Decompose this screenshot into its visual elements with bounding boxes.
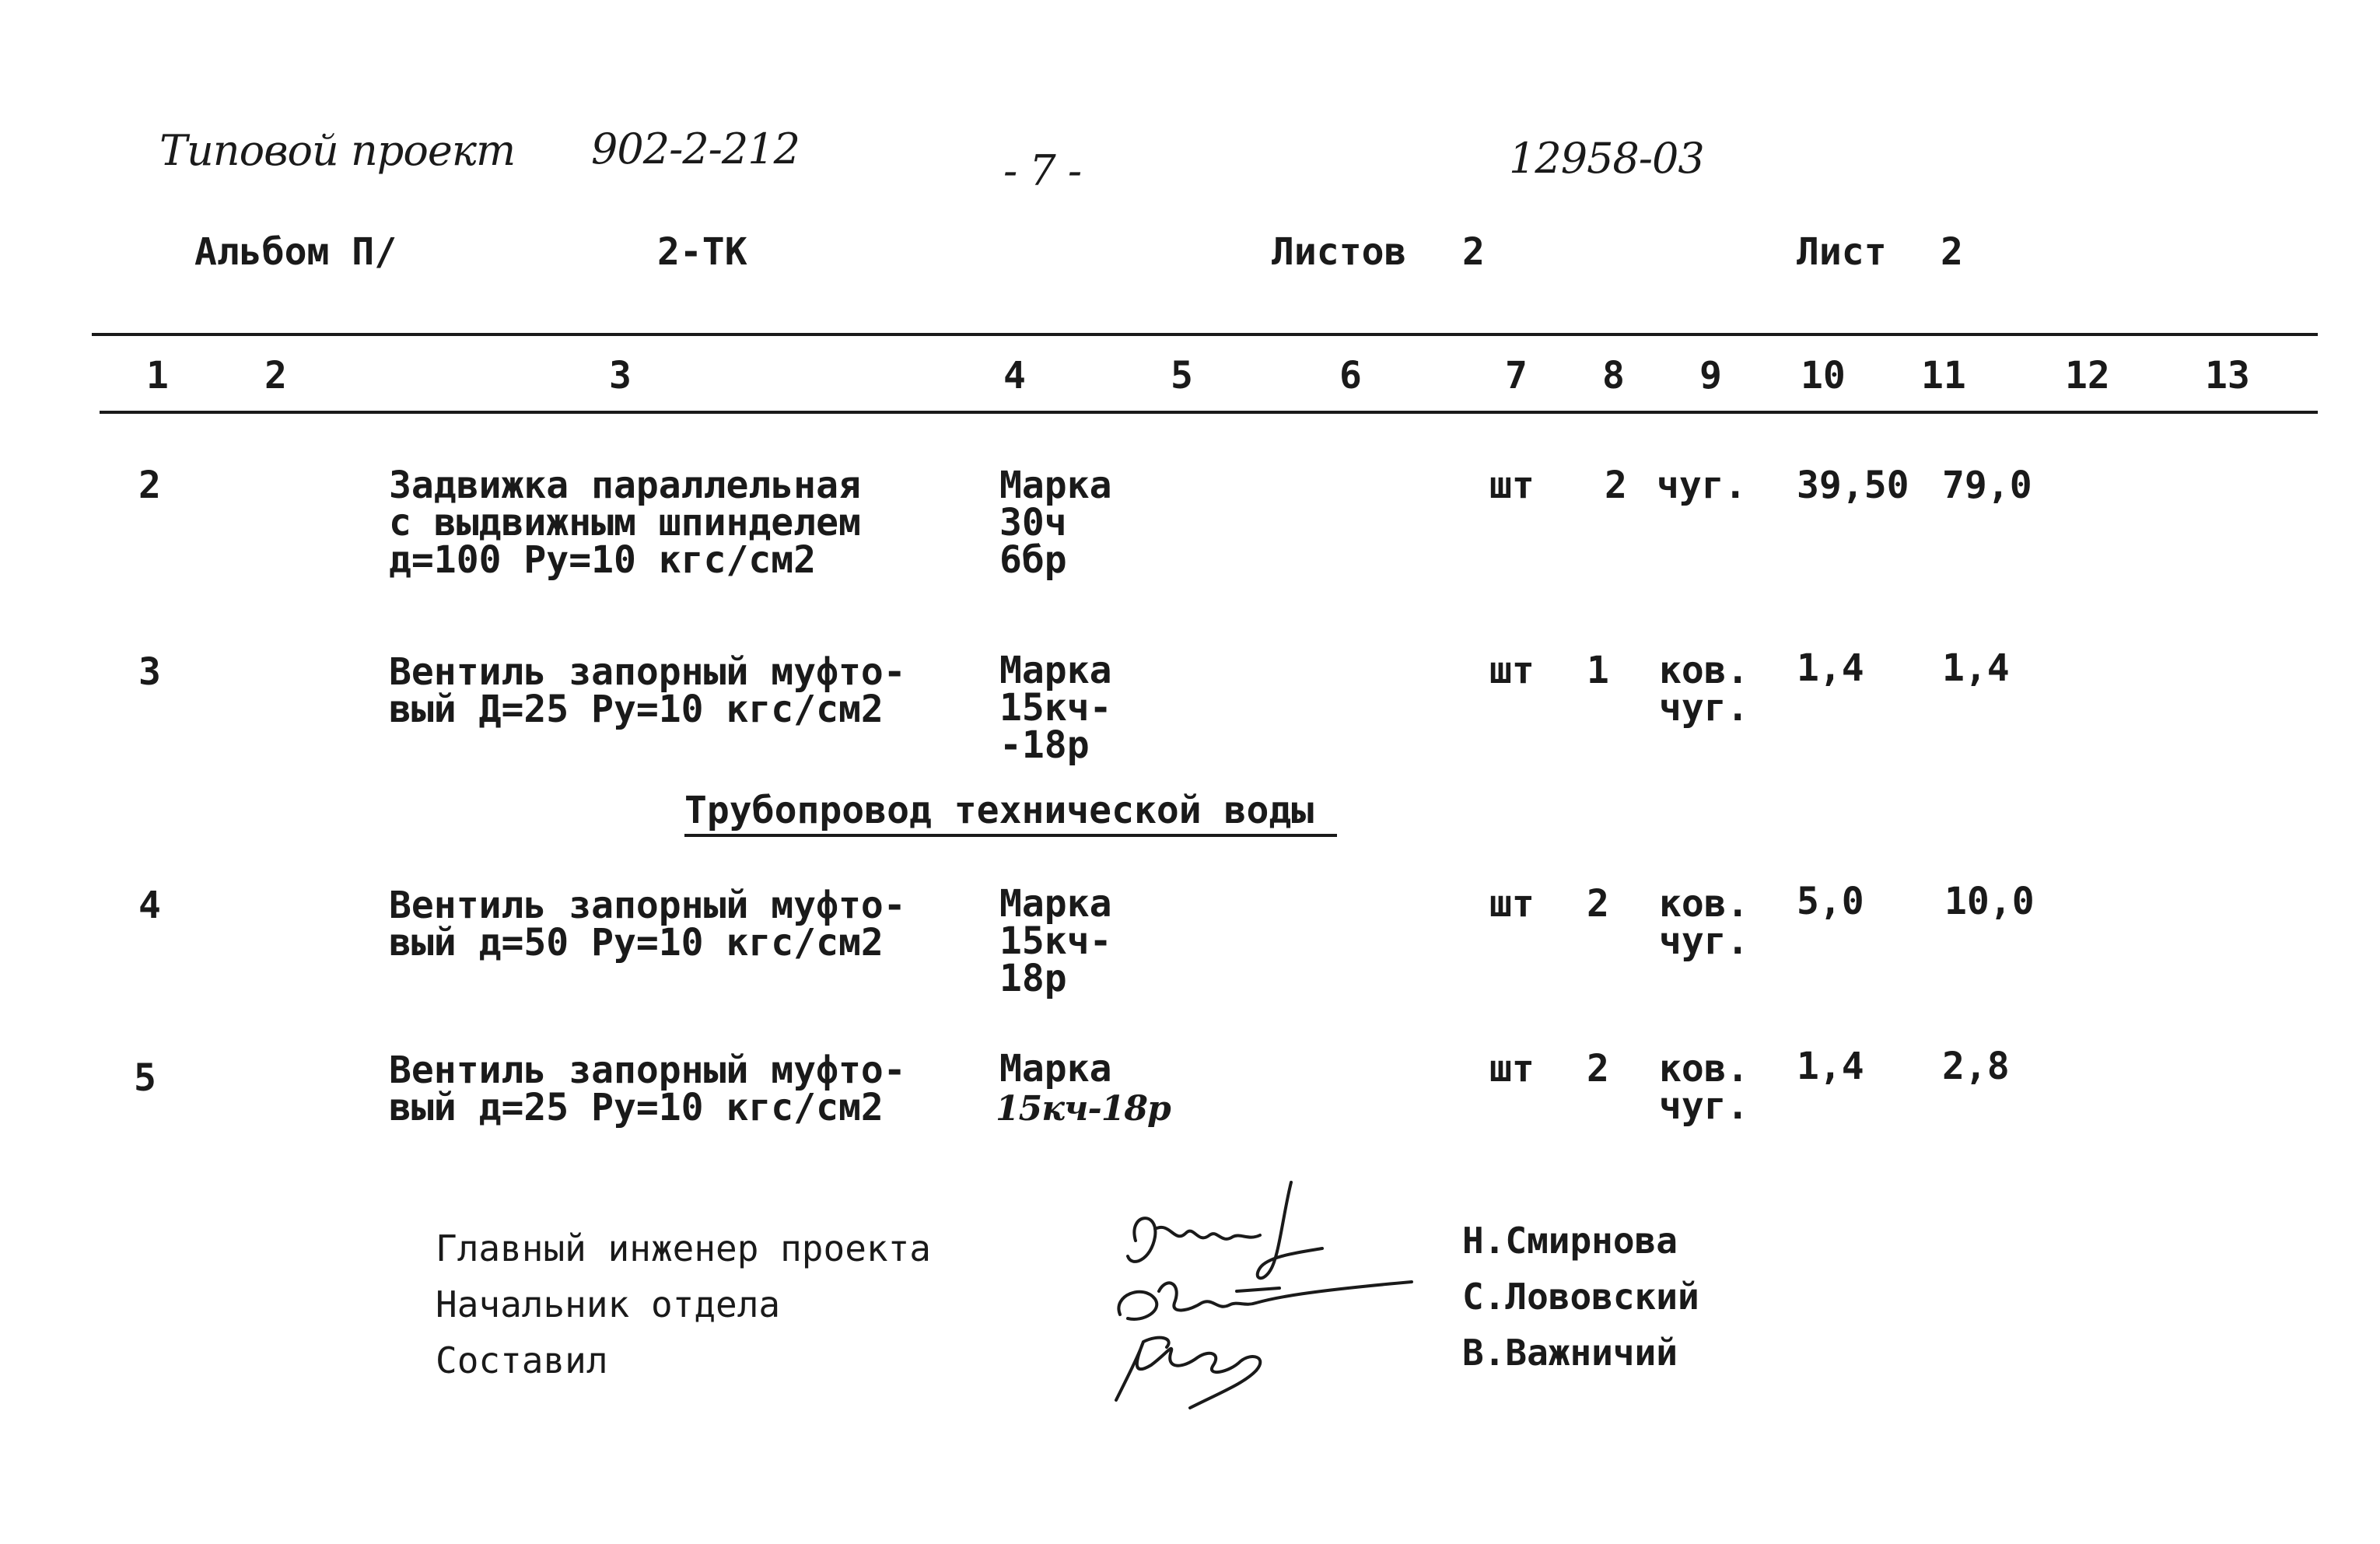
section-code: 2-ТК xyxy=(657,230,747,274)
column-header: 4 xyxy=(1003,354,1026,397)
sheet-label: Лист xyxy=(1797,230,1887,274)
item-mark-handwritten: 15кч-18р xyxy=(996,1089,1171,1129)
item-unit-mass: 5,0 xyxy=(1797,880,1864,923)
item-material: ков. чуг. xyxy=(1659,1047,1749,1128)
column-header: 1 xyxy=(146,354,169,397)
item-material: ков. чуг. xyxy=(1659,649,1749,730)
signature-name: С.Лововский xyxy=(1462,1276,1699,1318)
item-mark: Марка 15кч- 18р xyxy=(999,882,1112,1000)
signature-name: В.Важничий xyxy=(1462,1332,1678,1374)
item-unit-mass: 39,50 xyxy=(1797,464,1909,507)
item-name: Задвижка параллельная с выдвижным шпинделем д=100 Ру=10 кгс/см2 xyxy=(389,464,861,582)
row-number: 3 xyxy=(138,650,161,694)
sheets-total: 2 xyxy=(1462,230,1485,274)
column-header: 9 xyxy=(1699,354,1722,397)
item-unit: шт xyxy=(1489,1047,1535,1091)
column-header: 12 xyxy=(2065,354,2110,397)
table-header-rule xyxy=(100,411,2318,414)
item-name: Вентиль запорный муфто- вый д=25 Ру=10 кгс/см2 xyxy=(389,1049,906,1129)
column-header: 7 xyxy=(1505,354,1528,397)
project-number: 902-2-212 xyxy=(591,124,800,173)
column-header: 11 xyxy=(1921,354,1966,397)
album-label: Альбом П/ xyxy=(194,230,397,274)
column-header: 5 xyxy=(1171,354,1193,397)
item-name: Вентиль запорный муфто- вый Д=25 Ру=10 кгс/см2 xyxy=(389,650,906,731)
document-code: 12958-03 xyxy=(1509,134,1704,183)
column-header: 3 xyxy=(609,354,632,397)
column-header: 13 xyxy=(2205,354,2250,397)
item-quantity: 2 xyxy=(1587,1047,1609,1091)
item-total-mass: 10,0 xyxy=(1944,880,2035,923)
item-quantity: 2 xyxy=(1605,464,1627,507)
item-unit-mass: 1,4 xyxy=(1797,1045,1864,1088)
row-number: 4 xyxy=(138,884,161,927)
item-mark: Марка 15кч- -18р xyxy=(999,649,1112,767)
item-total-mass: 79,0 xyxy=(1942,464,2032,507)
page-number: - 7 - xyxy=(1003,146,1082,195)
signature-role: Составил xyxy=(436,1339,608,1381)
item-name: Вентиль запорный муфто- вый д=50 Ру=10 кгс/см2 xyxy=(389,884,906,965)
handwritten-signatures xyxy=(1097,1167,1423,1416)
item-quantity: 2 xyxy=(1587,882,1609,926)
item-unit: шт xyxy=(1489,649,1535,692)
column-header: 2 xyxy=(264,354,287,397)
item-total-mass: 2,8 xyxy=(1942,1045,2010,1088)
item-unit-mass: 1,4 xyxy=(1797,646,1864,690)
column-header: 6 xyxy=(1339,354,1362,397)
row-number: 5 xyxy=(134,1056,156,1100)
project-label: Типовой проект xyxy=(159,126,516,175)
column-header: 8 xyxy=(1602,354,1625,397)
item-mark-label: Марка xyxy=(999,1047,1112,1091)
item-unit: шт xyxy=(1489,882,1535,926)
item-material: чуг. xyxy=(1657,464,1747,507)
signature-role: Начальник отдела xyxy=(436,1283,781,1325)
item-material: ков. чуг. xyxy=(1659,882,1749,963)
sheets-label: Листов xyxy=(1272,230,1407,274)
item-unit: шт xyxy=(1489,464,1535,507)
item-mark: Марка 30ч 6бр xyxy=(999,464,1112,582)
signature-role: Главный инженер проекта xyxy=(436,1227,931,1269)
signature-name: Н.Смирнова xyxy=(1462,1220,1678,1262)
row-number: 2 xyxy=(138,464,161,507)
table-top-rule xyxy=(92,333,2318,336)
sheet-number: 2 xyxy=(1941,230,1963,274)
column-header: 10 xyxy=(1801,354,1846,397)
item-quantity: 1 xyxy=(1587,649,1609,692)
item-total-mass: 1,4 xyxy=(1942,646,2010,690)
section-heading: Трубопровод технической воды xyxy=(684,792,1337,837)
